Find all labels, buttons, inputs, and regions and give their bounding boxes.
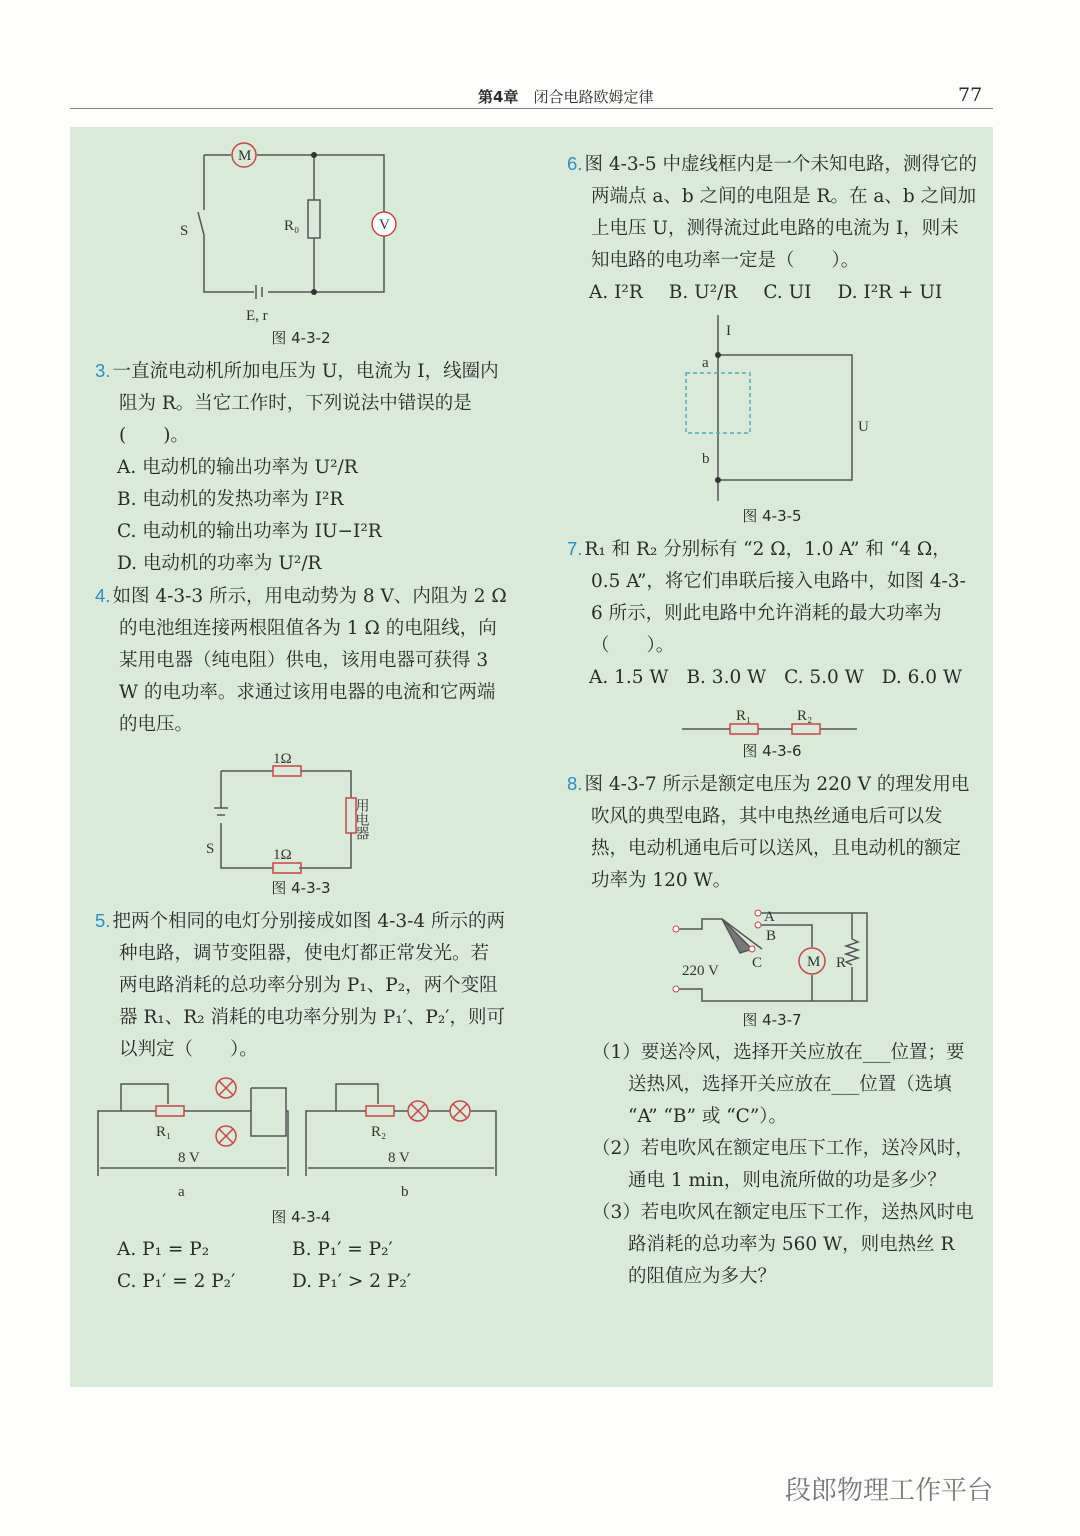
subquestion-3: （3）若电吹风在额定电压下工作，送热风时电路消耗的总功率为 560 W，则电热丝 R 的阻值应为多大？ — [592, 1202, 974, 1287]
figure-caption: 图 4-3-6 — [742, 742, 802, 760]
motor-label: M — [238, 148, 252, 164]
option-d[interactable]: D. P₁′ > 2 P₂′ — [292, 1271, 411, 1292]
option-a[interactable]: A. I²R — [589, 282, 643, 303]
figure-caption: 图 4-3-4 — [271, 1208, 331, 1226]
option-b[interactable]: B. 电动机的发热功率为 I²R — [117, 489, 344, 510]
question-number: 5. — [95, 910, 111, 931]
option-d[interactable]: D. 6.0 W — [881, 667, 962, 688]
voltage-label: 8 V — [388, 1150, 410, 1166]
resistor-label: 1Ω — [273, 751, 292, 767]
contact-c-label: C — [752, 955, 763, 971]
resistor-label: R₂ — [797, 708, 813, 724]
option-c[interactable]: C. 电动机的输出功率为 IU−I²R — [117, 521, 382, 542]
question-number: 4. — [95, 585, 111, 606]
option-a[interactable]: A. 电动机的输出功率为 U²/R — [117, 457, 358, 478]
switch-label: S — [206, 841, 215, 857]
subquestion-1: （1）要送冷风，选择开关应放在___位置；要送热风，选择开关应放在___位置（选填 “A” “B” 或 “C”）。 — [592, 1042, 965, 1127]
question-8-subquestions — [567, 1037, 977, 1293]
heater-label: R — [836, 955, 847, 971]
contact-a-label: A — [764, 909, 775, 925]
figure-caption: 图 4-3-5 — [742, 507, 802, 525]
option-c[interactable]: C. 5.0 W — [784, 667, 864, 688]
voltage-label: 8 V — [178, 1150, 200, 1166]
question-number: 7. — [567, 538, 583, 559]
question-5-options — [95, 1234, 507, 1298]
rheostat-label: R₁ — [156, 1124, 172, 1140]
rheostat-label: R₂ — [371, 1124, 387, 1140]
subquestion-2: （2）若电吹风在额定电压下工作，送冷风时，通电 1 min，则电流所做的功是多少？ — [592, 1138, 974, 1191]
current-label: I — [726, 323, 731, 339]
header-divider — [70, 108, 993, 109]
option-b[interactable]: B. U²/R — [668, 282, 738, 303]
question-number: 3. — [95, 360, 111, 381]
figure-4-3-3-circuit — [206, 751, 381, 875]
figure-caption: 图 4-3-7 — [742, 1011, 802, 1029]
figure-caption: 图 4-3-2 — [271, 329, 331, 347]
question-text: 图 4-3-7 所示是额定电压为 220 V 的理发用电吹风的典型电路，其中电热丝通电后可以发热，电动机通电后可以送风，且电动机的额定功率为 120 W。 — [584, 774, 970, 891]
appliance-label: 用电器 — [353, 798, 369, 840]
terminal-b-label: b — [702, 451, 710, 467]
right-column — [567, 148, 977, 1293]
option-c[interactable]: C. UI — [763, 282, 812, 303]
switch-label: S — [180, 223, 189, 239]
option-b[interactable]: B. P₁′ = P₂′ — [292, 1239, 393, 1260]
option-c[interactable]: C. P₁′ = 2 P₂′ — [117, 1271, 236, 1292]
voltage-label: U — [858, 419, 869, 435]
resistor-label: R₁ — [736, 708, 752, 724]
option-b[interactable]: B. 3.0 W — [686, 667, 767, 688]
question-text: R₁ 和 R₂ 分别标有 “2 Ω，1.0 A” 和 “4 Ω，0.5 A”，将它们串联后接入电路中，如图 4-3-6 所示，则此电路中允许消耗的最大功率为（ ）。 — [584, 539, 966, 656]
contact-b-label: B — [766, 928, 777, 944]
resistor-label: 1Ω — [273, 847, 292, 863]
question-text: 如图 4-3-3 所示，用电动势为 8 V、内阻为 2 Ω 的电池组连接两根阻值各为 1 Ω 的电阻线，向某用电器（纯电阻）供电，该用电器可获得 3 W 的电功率。求通过该用电器的电流和它两端的电压。 — [112, 586, 507, 735]
question-5 — [95, 905, 507, 1066]
figure-4-3-6-circuit — [682, 708, 862, 738]
voltage-label: 220 V — [682, 963, 719, 979]
left-column — [95, 140, 507, 1298]
question-3 — [95, 355, 507, 580]
option-a[interactable]: A. P₁ = P₂ — [117, 1239, 210, 1260]
option-d[interactable]: D. 电动机的功率为 U²/R — [117, 553, 322, 574]
figure-4-3-4-circuits — [96, 1076, 506, 1204]
voltmeter-label: V — [379, 217, 390, 233]
question-8 — [567, 768, 977, 897]
question-text: 一直流电动机所加电压为 U，电流为 I，线圈内阻为 R。当它工作时，下列说法中错误的是( )。 — [112, 361, 499, 446]
option-a[interactable]: A. 1.5 W — [589, 667, 669, 688]
option-d[interactable]: D. I²R + UI — [837, 282, 943, 303]
question-text: 把两个相同的电灯分别接成如图 4-3-4 所示的两种电路，调节变阻器，使电灯都正常发光。若两电路消耗的总功率分别为 P₁、P₂，两个变阻器 R₁、R₂ 消耗的电功率分别为 P₁′、P₂′，则可以判定（ ）。 — [112, 911, 506, 1060]
figure-4-3-5-circuit — [682, 315, 869, 503]
page-number: 77 — [958, 84, 983, 106]
source-label: E, r — [246, 308, 268, 324]
watermark: 段郎物理工作平台 — [785, 1476, 994, 1506]
sub-figure-label: b — [401, 1184, 409, 1200]
figure-caption: 图 4-3-3 — [271, 879, 331, 897]
question-text: 图 4-3-5 中虚线框内是一个未知电路，测得它的两端点 a、b 之间的电阻是 R。在 a、b 之间加上电压 U，测得流过此电路的电流为 I，则未知电路的电功率一定是（ ）。 — [584, 154, 978, 271]
question-4 — [95, 580, 507, 741]
figure-4-3-7-circuit — [672, 909, 872, 1007]
question-7 — [567, 533, 977, 694]
terminal-a-label: a — [702, 355, 709, 371]
question-number: 6. — [567, 153, 583, 174]
question-6 — [567, 148, 977, 309]
sub-figure-label: a — [178, 1184, 185, 1200]
chapter-header: 第4章 闭合电路欧姆定律 — [478, 88, 654, 106]
resistor-label: R₀ — [284, 218, 300, 234]
motor-label: M — [807, 954, 821, 970]
question-number: 8. — [567, 773, 583, 794]
figure-4-3-2-circuit — [180, 140, 406, 325]
